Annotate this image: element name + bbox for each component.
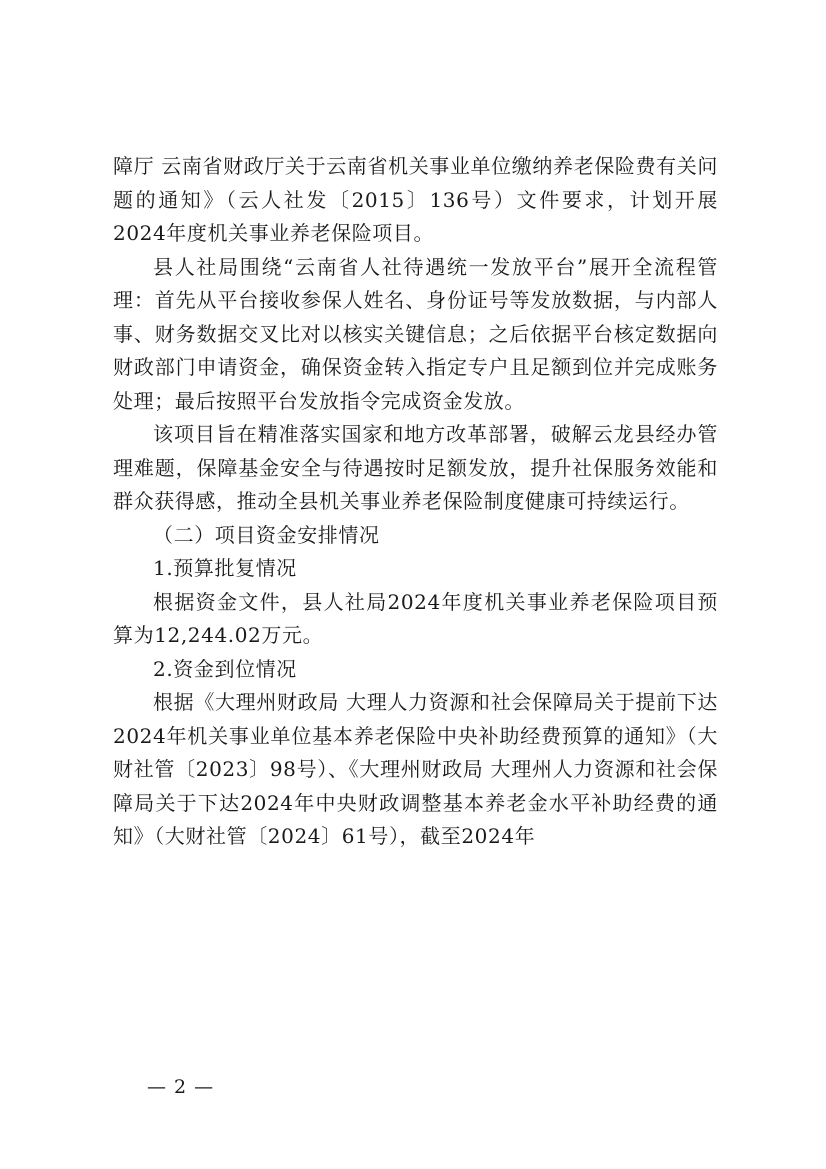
paragraph-funds-arrival: 根据《大理州财政局 大理人力资源和社会保障局关于提前下达2024年机关事业单位基本养老保险中央补助经费预算的通知》（大财社管〔2023〕98号）、《大理州财政局 大理州人力资源和社会保障局关于下达2024年中央财政调整基本养老金水平补助经费的通知》（大财社管〔2024〕61号），截至2024年 [113, 690, 718, 848]
paragraph-process-management: 县人社局围绕“云南省人社待遇统一发放平台”展开全流程管理：首先从平台接收参保人姓名、身份证号等发放数据，与内部人事、财务数据交叉比对以核实关键信息；之后依据平台核定数据向财政部门申请资金，确保资金转入指定专户且足额到位并完成账务处理；最后按照平台发放指令完成资金发放。 [113, 254, 718, 413]
subheading-budget-approval: 1.预算批复情况 [153, 556, 297, 580]
paragraph-budget: 根据资金文件，县人社局2024年度机关事业养老保险项目预算为12,244.02万元。 [113, 589, 718, 647]
subheading-funds-arrival: 2.资金到位情况 [153, 656, 297, 681]
page-number: — 2 — [147, 1076, 215, 1098]
document-body [113, 150, 718, 854]
section-heading-funding: （二）项目资金安排情况 [153, 522, 380, 547]
paragraph-project-goal: 该项目旨在精准落实国家和地方改革部署，破解云龙县经办管理难题，保障基金安全与待遇按时足额发放，提升社保服务效能和群众获得感，推动全县机关事业养老保险制度健康可持续运行。 [113, 422, 718, 513]
paragraph-continuation: 障厅 云南省财政厅关于云南省机关事业单位缴纳养老保险费有关问题的通知》（云人社发〔2015〕136号）文件要求，计划开展2024年度机关事业养老保险项目。 [113, 154, 718, 245]
